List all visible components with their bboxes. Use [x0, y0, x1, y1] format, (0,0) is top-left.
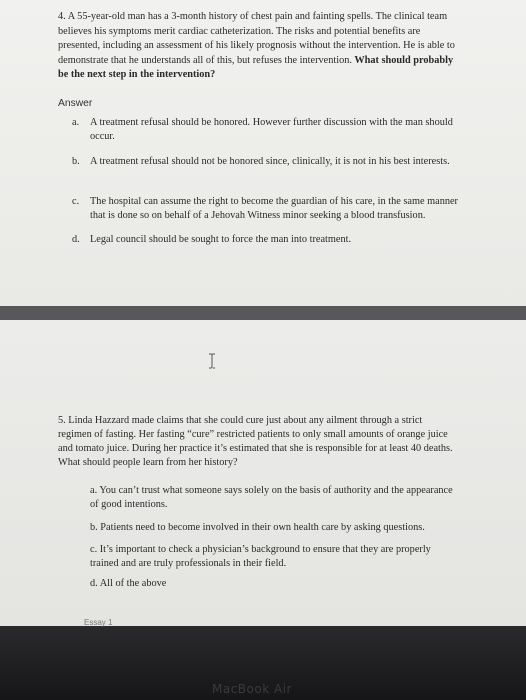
q4-option-d[interactable]: d. Legal council should be sought to force the man into treatment. — [72, 234, 352, 245]
document-page-1 — [0, 0, 526, 306]
page-separator — [0, 306, 526, 320]
question-4-stem: 4. A 55-year-old man has a 3-month history of chest pain and fainting spells. The clinical team believes his symptoms merit cardiac catheterization. The risks and potential benefits are presented, including an assessment of his likely prognosis without the intervention. He is able to demonstrate that he understands all of this, but refuses the intervention. What should probably be the next step in the intervention? — [58, 11, 455, 80]
answer-label: Answer — [58, 98, 93, 109]
text-cursor-icon — [207, 353, 217, 369]
q5-option-c[interactable]: c. It’s important to check a physician’s background to ensure that they are properly trained and are truly professionals in their field. — [90, 544, 431, 569]
q5-option-b[interactable]: b. Patients need to become involved in their own health care by asking questions. — [90, 522, 425, 533]
q5-option-a[interactable]: a. You can’t trust what someone says solely on the basis of authority and the appearance of good intentions. — [90, 485, 453, 510]
q4-option-b[interactable]: b. A treatment refusal should not be honored since, clinically, it is not in his best interests. — [72, 156, 450, 167]
q4-option-c[interactable]: c. The hospital can assume the right to become the guardian of his care, in the same manner that is done so on behalf of a Jehovah Witness minor seeking a blood transfusion. — [72, 196, 458, 221]
q4-option-a[interactable]: a. A treatment refusal should be honored. However further discussion with the man should occur. — [72, 117, 453, 142]
q5-option-d[interactable]: d. All of the above — [90, 578, 167, 589]
device-label: MacBook Air — [212, 682, 292, 696]
document-page-2 — [0, 320, 526, 626]
essay-label[interactable]: Essay 1 — [84, 618, 113, 627]
question-5-stem: 5. Linda Hazzard made claims that she could cure just about any ailment through a strict regimen of fasting. Her fasting “cure” restricted patients to only small amounts of orange juice and tomato juice. During her practice it’s estimated that she is responsible for at least 40 deaths. What should people learn from her history? — [58, 415, 453, 468]
